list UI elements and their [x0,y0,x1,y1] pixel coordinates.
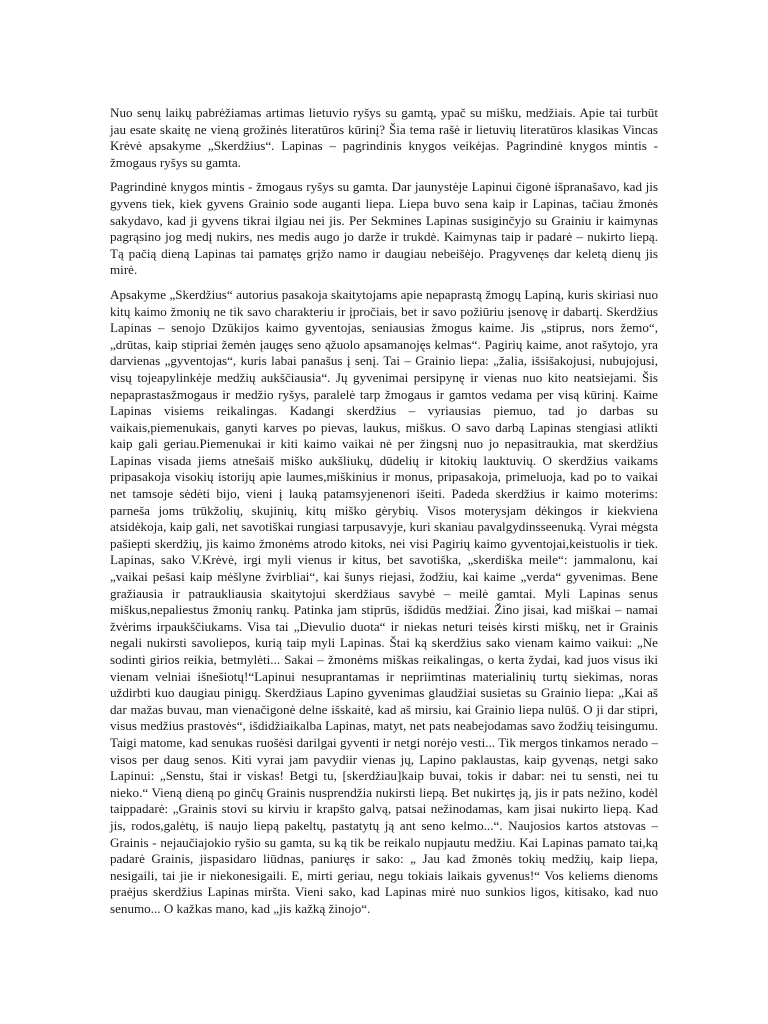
paragraph-main-idea: Pagrindinė knygos mintis - žmogaus ryšys su gamta. Dar jaunystėje Lapinui čigonė išpranašavo, kad jis gyvens tiek, kiek gyvens Grainio sode auganti liepa. Liepa buvo sena kaip ir Lapinas, tačiau žmonės sakydavo, kad ji gyvens tikrai ilgiau nei jis. Per Sekmines Lapinas susiginčyjo su Grainiu ir kaimynas pagrąsino jog medį nukirs, nes medis augo jo darže ir trukdė. Kaimynas taip ir padarė – nukirto liepą. Tą pačią dieną Lapinas tai pamatęs grįžo namo ir daugiau nebeišėjo. Pragyvenęs dar keletą dienų jis mirė. [110,179,658,278]
paragraph-intro: Nuo senų laikų pabrėžiamas artimas lietuvio ryšys su gamtą, ypač su mišku, medžiais. Apie tai turbūt jau esate skaitę ne vieną grožinės literatūros kūrinį? Šia tema rašė ir lietuvių literatūros klasikas Vincas Krėvė apsakyme „Skerdžius“. Lapinas – pagrindinis knygos veikėjas. Pagrindinė knygos mintis - žmogaus ryšys su gamta. [110,105,658,170]
document-page [110,105,658,926]
paragraph-analysis: Apsakyme „Skerdžius“ autorius pasakoja skaitytojams apie nepaprastą žmogų Lapiną, kuris skiriasi nuo kitų kaimo žmonių ne tik savo charakteriu ir įpročiais, bet ir savo požiūriu įsenovę ir dabartį. Skerdžius Lapinas – senojo Dzūkijos kaimo gyventojas, seniausias žmogus kaime. Jis „stiprus, nors žemo“,„drūtas, kaip stipriai žemėn įaugęs seno ąžuolo apsamanojęs kelmas“. Pagirių kaime, anot rašytojo, yra darvienas „gyventojas“, kuris labai panašus į senį. Tai – Grainio liepa: „žalia, išsišakojusi, nubujojusi, visų tojeapylinkėje medžių aukščiausia“. Jų gyvenimai persipynę ir vienas nuo kito neatsiejami. Šis nepaprastasžmogaus ir medžio ryšys, paralelė tarp žmogaus ir gamtos vedama per visą kūrinį. Kaime Lapinas visiems reikalingas. Kadangi skerdžius – vyriausias piemuo, tad jo darbas su vaikais,piemenukais, ganyti karves po pievas, laukus, miškus. O savo darbą Lapinas stengiasi atlikti kaip gali geriau.Piemenukai ir kiti kaimo vaikai nė per žingsnį nuo jo nepasitraukia, mat skerdžius Lapinas visada jiems atnešaiš miško aukšliukų, dūdelių ir kitokių lauktuvių. O skerdžius vaikams pripasakoja visokių istorijų apie laumes,miškinius ir monus, pripasakoja, primeluoja, kad po to vaikai net tamsoje sėdėti bijo, vieni į lauką patamsyjenenori išeiti. Padeda skerdžius ir kaimo moterims: parneša joms trūkžolių, skujinių, kitų miško gėrybių. Visos moterysjam dėkingos ir kiekviena atsidėkoja, kaip gali, net savotiškai rungiasi tarpusavyje, kuri skaniau pavalgydinsseenuką. Vyrai mėgsta pašiepti skerdžių, jis kaimo žmonėms atrodo kitoks, nei visi Pagirių kaimo gyventojai,keistuolis ir tiek. Lapinas, sako V.Krėvė, irgi myli vienus ir kitus, bet savotiška, „skerdiška meile“: jammalonu, kai „vaikai pešasi kaip mėšlyne žvirbliai“, kai šunys riejasi, žodžiu, kai kaime „verda“ gyvenimas. Bene gražiausia ir patraukliausia skaitytojui skerdžiaus savybė – meilė gamtai. Myli Lapinas senus miškus,nepaliestus žmonių rankų. Patinka jam stiprūs, išdidūs medžiai. Žino jisai, kad miškai – namai žvėrims irpaukščiukams. Visa tai „Dievulio duota“ ir niekas neturi teisės kirsti miškų, net ir Grainis negali nukirsti savoliepos, kurią taip myli Lapinas. Štai ką skerdžius sako vienam kaimo vaikui: „Ne sodinti girios reikia, betmylėti... Sakai – žmonėms miškas reikalingas, o kerta žydai, kad juos visus iki vienam velniai išnešiotų!“Lapinui nesuprantamas ir nepriimtinas materialinių turtų siekimas, noras uždirbti kuo daugiau pinigų. Skerdžiaus Lapino gyvenimas glaudžiai susietas su Grainio liepa: „Kai aš dar mažas buvau, man vienačigonė delne išskaitė, kad aš mirsiu, kai Grainio liepa nulūš. O ji dar stipri, visus medžius prastovės“, išdidžiaikalba Lapinas, matyt, net pats neabejodamas savo žodžių teisingumu. Taigi matome, kad senukas ruošėsi darilgai gyventi ir netgi norėjo vesti... Tik mergos tinkamos nerado – visos per daug senos. Kiti vyrai jam pavydiir vienas jų, Lapino paklaustas, kaip gyvenąs, netgi sako Lapinui: „Senstu, štai ir viskas! Betgi tu, [skerdžiau]kaip buvai, tokis ir dabar: nei tu sensti, nei tu nieko.“ Vieną dieną po ginčų Grainis nusprendžia nukirsti liepą. Bet nukirtęs ją, jis ir pats nežino, kodėl taippadarė: „Grainis stovi su kirviu ir krapšto galvą, patsai nežinodamas, kam jisai nukirto liepą. Kad jis, rodos,galėtų, iš naujo liepą pakeltų, pastatytų ją ant seno kelmo...“. Naujosios kartos atstovas – Grainis - nejaučiajokio ryšio su gamta, su ką tik be reikalo nupjautu medžiu. Kai Lapinas pamato tai,ką padarė Grainis, jispasidaro liūdnas, paniuręs ir sako: „ Jau kad žmonės tokių medžių, kaip liepa, nesigaili, tai jie ir niekonesigaili. E, mirti geriau, negu tokiais laikais gyvenus!“ Vos keliems dienoms praėjus skerdžius Lapinas miršta. Vieni sako, kad Lapinas mirė nuo sunkios ligos, kitisako, kad nuo senumo... O kažkas mano, kad „jis kažką žinojo“. [110,286,658,916]
